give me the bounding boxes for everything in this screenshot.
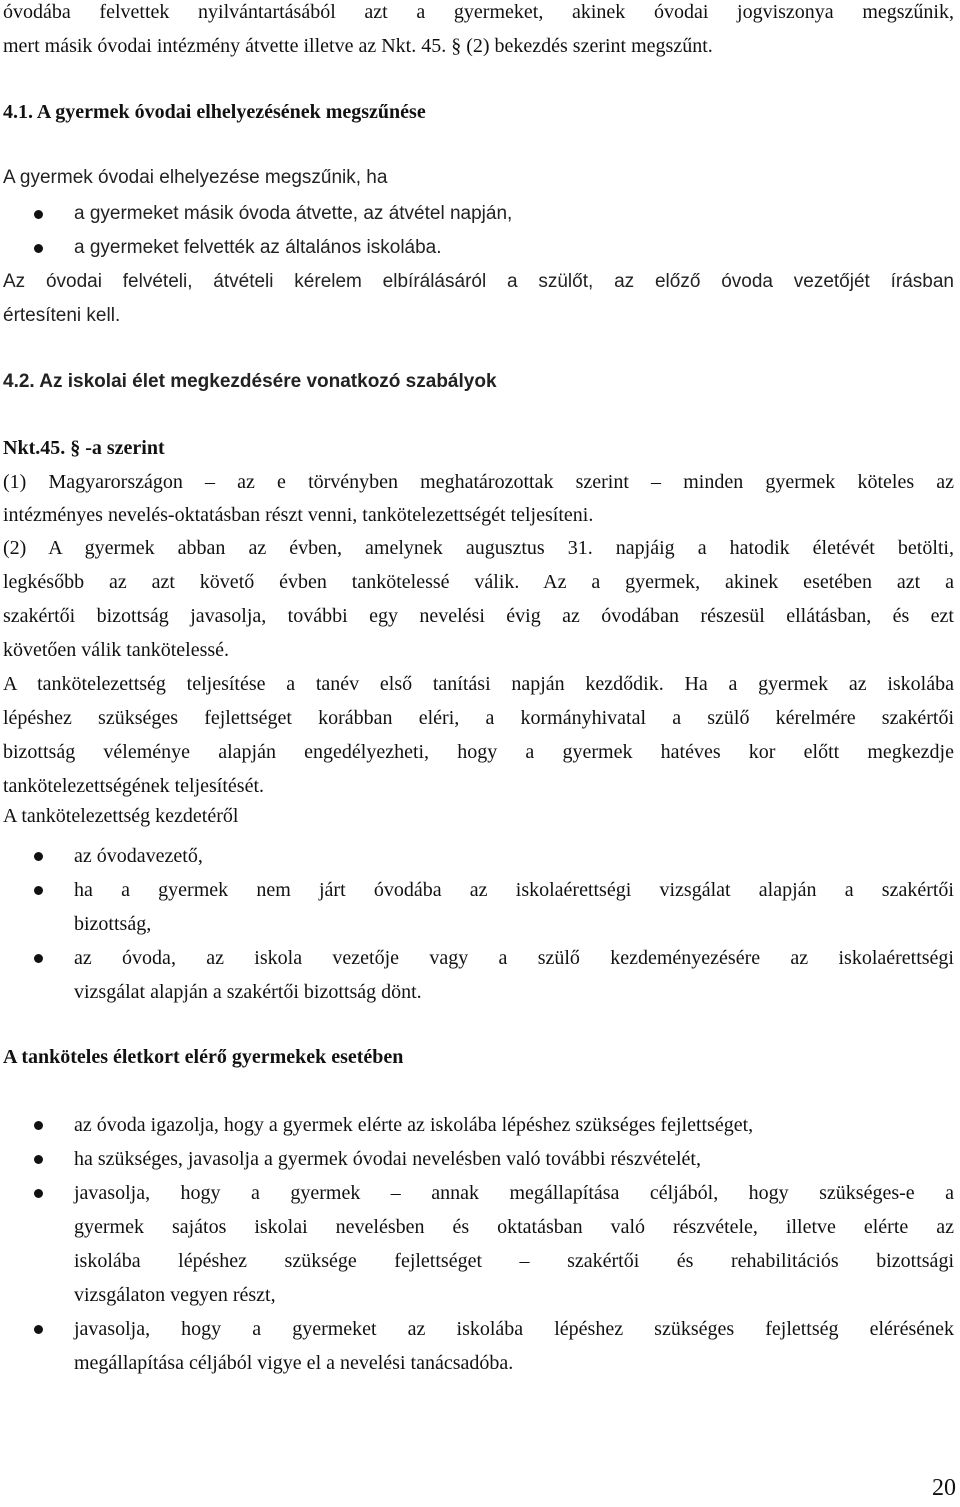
text-line: szakértői bizottság javasolja, további egy nevelési évig az óvodában részesül ellátásban, és ezt: [3, 605, 954, 627]
list-item: a gyermeket másik óvoda átvette, az átvétel napján,: [74, 203, 513, 224]
section-heading-tankoteles: A tanköteles életkort elérő gyermekek esetében: [3, 1046, 404, 1068]
bullet-icon: [34, 1155, 43, 1164]
bullet-icon: [34, 1121, 43, 1130]
text-line: mert másik óvodai intézmény átvette illetve az Nkt. 45. § (2) bekezdés szerint megszűnt.: [3, 35, 713, 57]
list-item-continuation: megállapítása céljából vigye el a nevelési tanácsadóba.: [74, 1352, 514, 1374]
list-item: ha a gyermek nem járt óvodába az iskolaérettségi vizsgálat alapján a szakértői: [74, 879, 954, 901]
bullet-icon: [34, 1189, 43, 1198]
list-item: az óvoda, az iskola vezetője vagy a szülő kezdeményezésére az iskolaérettségi: [74, 947, 954, 969]
page-number: 20: [932, 1475, 956, 1501]
bullet-icon: [34, 210, 43, 219]
bullet-icon: [34, 886, 43, 895]
list-item: az óvoda igazolja, hogy a gyermek elérte az iskolába lépéshez szükséges fejlettséget,: [74, 1114, 754, 1136]
bullet-icon: [34, 244, 43, 253]
text-line: (1) Magyarországon – az e törvényben meghatározottak szerint – minden gyermek köteles az: [3, 471, 954, 493]
list-item-continuation: bizottság,: [74, 913, 152, 935]
list-item-continuation: vizsgálat alapján a szakértői bizottság dönt.: [74, 981, 422, 1003]
text-line: A tankötelezettség teljesítése a tanév első tanítási napján kezdődik. Ha a gyermek az iskolába: [3, 673, 954, 695]
bullet-icon: [34, 852, 43, 861]
text-line: A gyermek óvodai elhelyezése megszűnik, ha: [3, 167, 388, 188]
list-item: ha szükséges, javasolja a gyermek óvodai nevelésben való további részvételét,: [74, 1148, 701, 1170]
text-line: értesíteni kell.: [3, 305, 121, 326]
text-line: intézményes nevelés-oktatásban részt venni, tankötelezettségét teljesíteni.: [3, 504, 594, 526]
law-reference: Nkt.45. § -a szerint: [3, 437, 165, 459]
list-item-continuation: vizsgálaton vegyen részt,: [74, 1284, 276, 1306]
section-heading-4-1: 4.1. A gyermek óvodai elhelyezésének megszűnése: [3, 101, 426, 123]
text-line: tankötelezettségének teljesítését.: [3, 775, 264, 797]
text-line: lépéshez szükséges fejlettséget korábban eléri, a kormányhivatal a szülő kérelmére szakértői: [3, 707, 954, 729]
bullet-icon: [34, 1325, 43, 1334]
list-item-continuation: gyermek sajátos iskolai nevelésben és oktatásban való részvétele, illetve elérte az: [74, 1216, 954, 1238]
text-line: (2) A gyermek abban az évben, amelynek augusztus 31. napjáig a hatodik életévét betölti,: [3, 537, 954, 559]
text-line: legkésőbb az azt követő évben tankötelessé válik. Az a gyermek, akinek esetében azt a: [3, 571, 954, 593]
text-line: A tankötelezettség kezdetéről: [3, 805, 239, 827]
bullet-icon: [34, 954, 43, 963]
text-line: Az óvodai felvételi, átvételi kérelem elbírálásáról a szülőt, az előző óvoda vezetőjét írásban: [3, 271, 954, 292]
list-item: a gyermeket felvették az általános iskolába.: [74, 237, 442, 258]
section-heading-4-2: 4.2. Az iskolai élet megkezdésére vonatkozó szabályok: [3, 371, 497, 392]
text-line: követően válik tankötelessé.: [3, 639, 230, 661]
text-line: bizottság véleménye alapján engedélyezheti, hogy a gyermek hatéves kor előtt megkezdje: [3, 741, 954, 763]
list-item-continuation: iskolába lépéshez szüksége fejlettséget – szakértői és rehabilitációs bizottsági: [74, 1250, 954, 1272]
list-item: az óvodavezető,: [74, 845, 203, 867]
text-line: óvodába felvettek nyilvántartásából azt a gyermeket, akinek óvodai jogviszonya megszűnik,: [3, 1, 954, 23]
list-item: javasolja, hogy a gyermeket az iskolába lépéshez szükséges fejlettség elérésének: [74, 1318, 954, 1340]
list-item: javasolja, hogy a gyermek – annak megállapítása céljából, hogy szükséges-e a: [74, 1182, 954, 1204]
